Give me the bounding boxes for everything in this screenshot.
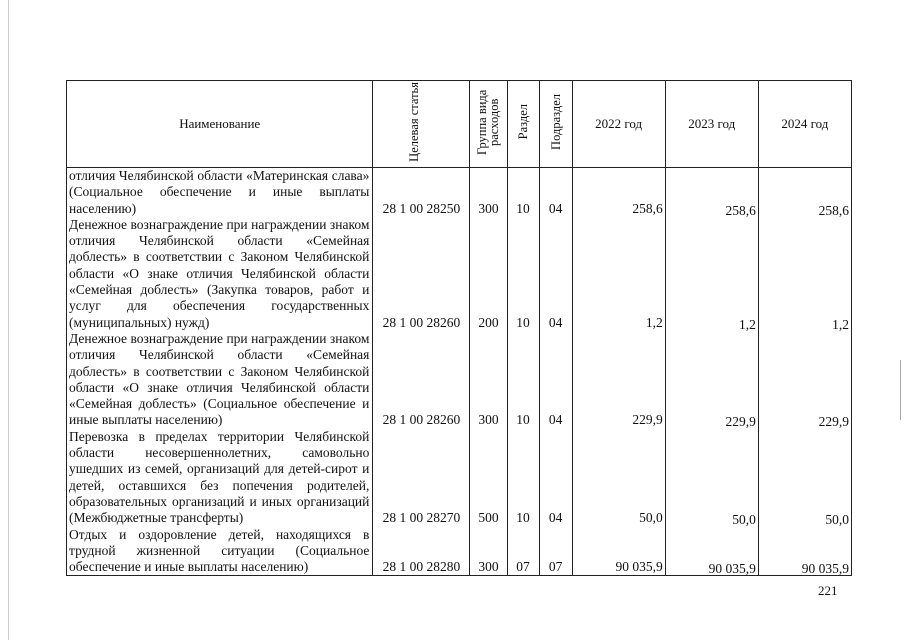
- row-target-article: 28 1 00 28280: [373, 527, 470, 576]
- row-value-2022: 50,0: [572, 429, 665, 527]
- table-row: [67, 527, 852, 576]
- row-value-2024: [758, 527, 851, 576]
- row-name: отличия Челябинской области «Материнская слава» (Социальное обеспечение и иные выплаты населению): [67, 168, 373, 217]
- row-value-2023-text: 50,0: [732, 512, 756, 528]
- header-row: [67, 81, 852, 168]
- header-year-2022: 2022 год: [572, 81, 665, 168]
- row-expense-group: 300: [470, 527, 507, 576]
- row-value-2024-text: 258,6: [818, 202, 849, 218]
- header-target-article-label: Целевая статья: [407, 82, 422, 162]
- row-subsection: 04: [539, 217, 572, 331]
- row-value-2022: 1,2: [572, 217, 665, 331]
- row-value-2024-text: 229,9: [818, 414, 849, 430]
- budget-table-container: [66, 80, 852, 576]
- row-value-2023: [665, 217, 758, 331]
- row-target-article: 28 1 00 28260: [373, 331, 470, 429]
- table-row: [67, 429, 852, 527]
- row-value-2022: 229,9: [572, 331, 665, 429]
- row-expense-group: 300: [470, 331, 507, 429]
- header-expense-group-label: Группа вида расходов: [474, 89, 501, 155]
- row-section: 10: [507, 429, 539, 527]
- page-number: 221: [818, 583, 838, 598]
- table-row: [67, 217, 852, 331]
- row-value-2024: [758, 331, 851, 429]
- row-value-2024-text: 1,2: [832, 316, 849, 332]
- row-subsection: 04: [539, 168, 572, 217]
- table-row: [67, 168, 852, 217]
- row-value-2023-text: 1,2: [738, 316, 756, 332]
- row-value-2023: [665, 527, 758, 576]
- row-name: Денежное вознаграждение при награждении знаком отличия Челябинской области «Семейная доблесть» в соответствии с Законом Челябинской области «О знаке отличия Челябинской области «Семейная доблесть» (Социальное обеспечение и иные выплаты населению): [67, 331, 373, 429]
- row-value-2023-text: 229,9: [725, 414, 756, 430]
- header-year-2024: 2024 год: [758, 81, 851, 168]
- row-target-article: 28 1 00 28260: [373, 217, 470, 331]
- table-row: [67, 331, 852, 429]
- row-value-2024-text: 50,0: [825, 512, 849, 528]
- row-expense-group: 300: [470, 168, 507, 217]
- row-subsection: 04: [539, 429, 572, 527]
- row-value-2024: [758, 429, 851, 527]
- row-value-2023: [665, 429, 758, 527]
- scan-edge-line: [8, 0, 9, 640]
- header-name: Наименование: [67, 81, 373, 168]
- row-expense-group: 200: [470, 217, 507, 331]
- row-target-article: 28 1 00 28250: [373, 168, 470, 217]
- row-subsection: 07: [539, 527, 572, 576]
- row-section: 10: [507, 331, 539, 429]
- row-value-2024-text: 90 035,9: [801, 561, 849, 577]
- header-subsection: [539, 81, 572, 168]
- budget-table: [66, 80, 852, 576]
- row-value-2023-text: 90 035,9: [708, 561, 756, 577]
- row-section: 10: [507, 168, 539, 217]
- header-section: [507, 81, 539, 168]
- row-name: Перевозка в пределах территории Челябинской области несовершеннолетних, самовольно ушедших из семей, организаций для детей-сирот и детей, оставшихся без попечения родителей, образовательных организаций и иных организаций (Межбюджетные трансферты): [67, 429, 373, 527]
- row-section: 07: [507, 527, 539, 576]
- row-target-article: 28 1 00 28270: [373, 429, 470, 527]
- header-section-label: Раздел: [516, 104, 531, 140]
- row-value-2024: [758, 168, 851, 217]
- header-expense-group: [470, 81, 507, 168]
- header-year-2023: 2023 год: [665, 81, 758, 168]
- row-expense-group: 500: [470, 429, 507, 527]
- row-value-2024: [758, 217, 851, 331]
- row-value-2023: [665, 168, 758, 217]
- table-header: [67, 81, 852, 168]
- row-value-2023-text: 258,6: [725, 202, 756, 218]
- row-name: Отдых и оздоровление детей, находящихся в трудной жизненной ситуации (Социальное обеспечение и иные выплаты населению): [67, 527, 373, 576]
- row-value-2023: [665, 331, 758, 429]
- row-name: Денежное вознаграждение при награждении знаком отличия Челябинской области «Семейная доблесть» в соответствии с Законом Челябинской области «О знаке отличия Челябинской области «Семейная доблесть» (Закупка товаров, работ и услуг для обеспечения государственных (муниципальных) нужд): [67, 217, 373, 331]
- row-section: 10: [507, 217, 539, 331]
- table-body: [67, 168, 852, 576]
- row-value-2022: 258,6: [572, 168, 665, 217]
- scan-edge-mark: [900, 360, 901, 420]
- row-subsection: 04: [539, 331, 572, 429]
- header-subsection-label: Подраздел: [548, 94, 563, 150]
- row-value-2022: 90 035,9: [572, 527, 665, 576]
- header-target-article: [373, 81, 470, 168]
